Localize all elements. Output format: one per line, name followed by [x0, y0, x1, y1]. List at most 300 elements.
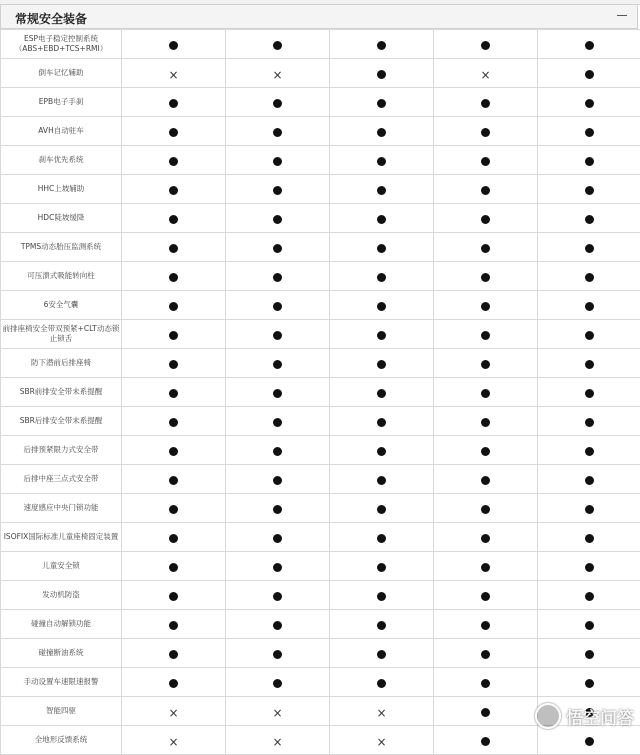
standard-dot-icon — [481, 389, 490, 398]
section-header[interactable] — [0, 4, 638, 29]
feature-value-cell — [226, 465, 330, 494]
table-row — [1, 88, 640, 117]
feature-value-cell — [330, 523, 434, 552]
standard-dot-icon — [377, 70, 386, 79]
standard-dot-icon — [169, 592, 178, 601]
feature-value-cell — [538, 581, 640, 610]
feature-value-cell — [538, 233, 640, 262]
standard-dot-icon — [585, 708, 594, 717]
standard-dot-icon — [273, 41, 282, 50]
feature-value-cell — [122, 204, 226, 233]
feature-value-cell — [538, 552, 640, 581]
feature-name: HDC陡坡缓降 — [1, 204, 122, 233]
standard-dot-icon — [377, 650, 386, 659]
feature-value-cell — [434, 697, 538, 726]
standard-dot-icon — [377, 128, 386, 137]
not-available-cross-icon: × — [272, 69, 282, 81]
standard-dot-icon — [481, 679, 490, 688]
not-available-cross-icon: × — [376, 707, 386, 719]
feature-value-cell — [330, 726, 434, 755]
feature-value-cell — [330, 30, 434, 59]
standard-dot-icon — [377, 592, 386, 601]
standard-dot-icon — [273, 650, 282, 659]
feature-value-cell — [122, 117, 226, 146]
feature-value-cell — [330, 88, 434, 117]
feature-value-cell — [330, 494, 434, 523]
feature-value-cell — [226, 233, 330, 262]
feature-value-cell — [122, 668, 226, 697]
standard-dot-icon — [481, 505, 490, 514]
standard-dot-icon — [169, 534, 178, 543]
feature-value-cell — [122, 639, 226, 668]
feature-value-cell — [538, 291, 640, 320]
standard-dot-icon — [273, 157, 282, 166]
feature-name: SBR前排安全带未系提醒 — [1, 378, 122, 407]
feature-value-cell — [226, 349, 330, 378]
table-row — [1, 204, 640, 233]
table-row — [1, 726, 640, 755]
feature-value-cell — [226, 639, 330, 668]
feature-value-cell — [226, 726, 330, 755]
standard-dot-icon — [273, 389, 282, 398]
table-row — [1, 610, 640, 639]
standard-dot-icon — [273, 302, 282, 311]
standard-dot-icon — [585, 157, 594, 166]
table-row — [1, 175, 640, 204]
standard-dot-icon — [169, 621, 178, 630]
standard-dot-icon — [273, 447, 282, 456]
table-row — [1, 291, 640, 320]
feature-value-cell — [122, 30, 226, 59]
feature-name: 倒车记忆辅助 — [1, 59, 122, 88]
section-title: 常规安全装备 — [15, 10, 87, 27]
feature-value-cell — [330, 146, 434, 175]
feature-value-cell — [122, 175, 226, 204]
feature-value-cell — [122, 436, 226, 465]
standard-dot-icon — [169, 41, 178, 50]
feature-value-cell — [434, 233, 538, 262]
standard-dot-icon — [377, 476, 386, 485]
feature-value-cell — [226, 59, 330, 88]
standard-dot-icon — [585, 70, 594, 79]
not-available-cross-icon: × — [272, 736, 282, 748]
feature-value-cell — [330, 610, 434, 639]
standard-dot-icon — [273, 360, 282, 369]
feature-value-cell — [330, 378, 434, 407]
feature-value-cell — [330, 349, 434, 378]
table-row — [1, 668, 640, 697]
feature-value-cell — [122, 262, 226, 291]
standard-dot-icon — [169, 563, 178, 572]
standard-dot-icon — [585, 186, 594, 195]
table-row — [1, 59, 640, 88]
standard-dot-icon — [169, 650, 178, 659]
standard-dot-icon — [169, 244, 178, 253]
standard-dot-icon — [481, 737, 490, 746]
feature-value-cell — [538, 175, 640, 204]
feature-name: ISOFIX国际标准儿童座椅固定装置 — [1, 523, 122, 552]
standard-dot-icon — [585, 679, 594, 688]
not-available-cross-icon: × — [168, 69, 178, 81]
feature-name: HHC上坡辅助 — [1, 175, 122, 204]
feature-value-cell — [226, 581, 330, 610]
standard-dot-icon — [377, 215, 386, 224]
table-row — [1, 378, 640, 407]
feature-value-cell — [538, 697, 640, 726]
feature-name: SBR后排安全带未系提醒 — [1, 407, 122, 436]
feature-value-cell — [122, 523, 226, 552]
standard-dot-icon — [481, 128, 490, 137]
feature-value-cell — [538, 30, 640, 59]
table-row — [1, 146, 640, 175]
standard-dot-icon — [169, 389, 178, 398]
standard-dot-icon — [169, 186, 178, 195]
feature-value-cell — [434, 204, 538, 233]
standard-dot-icon — [585, 360, 594, 369]
table-row — [1, 523, 640, 552]
standard-dot-icon — [585, 244, 594, 253]
feature-value-cell — [226, 291, 330, 320]
standard-dot-icon — [481, 244, 490, 253]
feature-value-cell — [226, 88, 330, 117]
feature-value-cell — [330, 581, 434, 610]
feature-value-cell — [538, 262, 640, 291]
feature-value-cell — [538, 146, 640, 175]
standard-dot-icon — [585, 215, 594, 224]
feature-value-cell — [434, 494, 538, 523]
feature-name: 全地形反馈系统 — [1, 726, 122, 755]
feature-value-cell — [226, 552, 330, 581]
not-available-cross-icon: × — [376, 736, 386, 748]
standard-dot-icon — [169, 302, 178, 311]
feature-value-cell — [434, 30, 538, 59]
feature-value-cell — [434, 523, 538, 552]
not-available-cross-icon: × — [168, 707, 178, 719]
standard-dot-icon — [377, 360, 386, 369]
standard-dot-icon — [377, 41, 386, 50]
standard-dot-icon — [481, 650, 490, 659]
standard-dot-icon — [169, 476, 178, 485]
feature-name: AVH自动驻车 — [1, 117, 122, 146]
feature-value-cell — [538, 465, 640, 494]
standard-dot-icon — [377, 447, 386, 456]
feature-value-cell — [122, 320, 226, 349]
standard-dot-icon — [481, 447, 490, 456]
standard-dot-icon — [377, 99, 386, 108]
table-row — [1, 320, 640, 349]
table-row — [1, 581, 640, 610]
feature-value-cell — [538, 436, 640, 465]
feature-value-cell — [434, 59, 538, 88]
standard-dot-icon — [481, 302, 490, 311]
feature-value-cell — [434, 436, 538, 465]
feature-value-cell — [122, 581, 226, 610]
table-row — [1, 262, 640, 291]
feature-value-cell — [226, 436, 330, 465]
standard-dot-icon — [585, 534, 594, 543]
feature-value-cell — [226, 320, 330, 349]
feature-value-cell — [330, 407, 434, 436]
standard-dot-icon — [169, 273, 178, 282]
standard-dot-icon — [377, 621, 386, 630]
feature-value-cell — [538, 494, 640, 523]
feature-value-cell — [226, 204, 330, 233]
feature-value-cell — [434, 146, 538, 175]
feature-value-cell — [122, 552, 226, 581]
table-row — [1, 639, 640, 668]
standard-dot-icon — [481, 41, 490, 50]
standard-dot-icon — [481, 360, 490, 369]
standard-dot-icon — [377, 679, 386, 688]
standard-dot-icon — [481, 157, 490, 166]
standard-dot-icon — [273, 186, 282, 195]
feature-value-cell — [330, 59, 434, 88]
feature-name: 智能四驱 — [1, 697, 122, 726]
standard-dot-icon — [169, 418, 178, 427]
feature-value-cell — [122, 494, 226, 523]
feature-name: 儿童安全锁 — [1, 552, 122, 581]
feature-value-cell — [434, 465, 538, 494]
feature-value-cell — [122, 59, 226, 88]
standard-dot-icon — [169, 215, 178, 224]
feature-value-cell — [226, 494, 330, 523]
feature-value-cell — [330, 320, 434, 349]
feature-value-cell — [226, 697, 330, 726]
feature-value-cell — [226, 146, 330, 175]
feature-value-cell — [434, 668, 538, 697]
standard-dot-icon — [585, 99, 594, 108]
standard-dot-icon — [377, 563, 386, 572]
feature-name: 手动设置车速限速报警 — [1, 668, 122, 697]
standard-dot-icon — [273, 592, 282, 601]
feature-name: 6安全气囊 — [1, 291, 122, 320]
standard-dot-icon — [585, 418, 594, 427]
not-available-cross-icon: × — [272, 707, 282, 719]
standard-dot-icon — [481, 708, 490, 717]
standard-dot-icon — [273, 679, 282, 688]
feature-value-cell — [434, 610, 538, 639]
standard-dot-icon — [273, 621, 282, 630]
feature-value-cell — [226, 175, 330, 204]
standard-dot-icon — [273, 563, 282, 572]
table-row — [1, 407, 640, 436]
feature-value-cell — [538, 349, 640, 378]
not-available-cross-icon: × — [480, 69, 490, 81]
feature-value-cell — [122, 378, 226, 407]
standard-dot-icon — [169, 447, 178, 456]
standard-dot-icon — [377, 534, 386, 543]
feature-value-cell — [434, 117, 538, 146]
table-row — [1, 117, 640, 146]
standard-dot-icon — [481, 186, 490, 195]
feature-value-cell — [122, 88, 226, 117]
feature-value-cell — [122, 349, 226, 378]
standard-dot-icon — [273, 128, 282, 137]
feature-value-cell — [538, 59, 640, 88]
feature-value-cell — [330, 233, 434, 262]
table-row — [1, 552, 640, 581]
standard-dot-icon — [585, 41, 594, 50]
standard-dot-icon — [481, 331, 490, 340]
watermark-text: 悟空问答 — [566, 704, 634, 729]
feature-value-cell — [122, 465, 226, 494]
standard-dot-icon — [585, 331, 594, 340]
standard-dot-icon — [169, 331, 178, 340]
standard-dot-icon — [377, 186, 386, 195]
standard-dot-icon — [481, 476, 490, 485]
feature-value-cell — [434, 175, 538, 204]
standard-dot-icon — [585, 621, 594, 630]
feature-value-cell — [434, 581, 538, 610]
standard-dot-icon — [377, 505, 386, 514]
not-available-cross-icon: × — [168, 736, 178, 748]
feature-value-cell — [434, 378, 538, 407]
standard-dot-icon — [585, 650, 594, 659]
standard-dot-icon — [273, 244, 282, 253]
feature-value-cell — [122, 610, 226, 639]
standard-dot-icon — [273, 505, 282, 514]
feature-value-cell — [226, 378, 330, 407]
standard-dot-icon — [481, 534, 490, 543]
standard-dot-icon — [169, 128, 178, 137]
standard-dot-icon — [377, 389, 386, 398]
feature-value-cell — [538, 407, 640, 436]
standard-dot-icon — [377, 331, 386, 340]
standard-dot-icon — [273, 215, 282, 224]
feature-name: 发动机防盗 — [1, 581, 122, 610]
table-row — [1, 30, 640, 59]
feature-name: 速度感应中央门锁功能 — [1, 494, 122, 523]
standard-dot-icon — [273, 534, 282, 543]
feature-value-cell — [330, 117, 434, 146]
feature-value-cell — [122, 291, 226, 320]
feature-value-cell — [538, 610, 640, 639]
standard-dot-icon — [585, 273, 594, 282]
feature-value-cell — [434, 407, 538, 436]
standard-dot-icon — [273, 273, 282, 282]
standard-dot-icon — [481, 592, 490, 601]
standard-dot-icon — [169, 157, 178, 166]
feature-name: 防下潜前后排座椅 — [1, 349, 122, 378]
standard-dot-icon — [169, 679, 178, 688]
standard-dot-icon — [481, 418, 490, 427]
standard-dot-icon — [273, 476, 282, 485]
feature-value-cell — [226, 117, 330, 146]
feature-name: ESP电子稳定控制系统（ABS+EBD+TCS+RMI） — [1, 30, 122, 59]
table-row — [1, 233, 640, 262]
feature-value-cell — [122, 233, 226, 262]
feature-value-cell — [330, 262, 434, 291]
standard-dot-icon — [169, 360, 178, 369]
standard-dot-icon — [585, 737, 594, 746]
feature-value-cell — [226, 407, 330, 436]
feature-value-cell — [538, 668, 640, 697]
feature-value-cell — [538, 639, 640, 668]
feature-value-cell — [434, 552, 538, 581]
feature-value-cell — [538, 88, 640, 117]
table-row — [1, 697, 640, 726]
feature-value-cell — [122, 697, 226, 726]
feature-value-cell — [538, 117, 640, 146]
feature-name: 前排座椅安全带双预紧+CLT动态锁止锁舌 — [1, 320, 122, 349]
feature-value-cell — [330, 436, 434, 465]
feature-value-cell — [538, 523, 640, 552]
feature-value-cell — [226, 610, 330, 639]
feature-value-cell — [434, 726, 538, 755]
standard-dot-icon — [585, 447, 594, 456]
feature-name: TPMS动态胎压监测系统 — [1, 233, 122, 262]
feature-name: 碰撞自动解锁功能 — [1, 610, 122, 639]
standard-dot-icon — [481, 273, 490, 282]
standard-dot-icon — [377, 244, 386, 253]
feature-value-cell — [122, 407, 226, 436]
standard-dot-icon — [481, 99, 490, 108]
feature-value-cell — [122, 726, 226, 755]
feature-name: EPB电子手刹 — [1, 88, 122, 117]
standard-dot-icon — [377, 418, 386, 427]
feature-value-cell — [330, 465, 434, 494]
feature-value-cell — [122, 146, 226, 175]
feature-name: 碰撞断油系统 — [1, 639, 122, 668]
standard-dot-icon — [169, 505, 178, 514]
standard-dot-icon — [585, 128, 594, 137]
feature-value-cell — [538, 726, 640, 755]
feature-value-cell — [434, 291, 538, 320]
feature-name: 刹车优先系统 — [1, 146, 122, 175]
table-row — [1, 494, 640, 523]
feature-value-cell — [330, 552, 434, 581]
feature-value-cell — [330, 204, 434, 233]
standard-dot-icon — [481, 621, 490, 630]
feature-name: 后排预紧限力式安全带 — [1, 436, 122, 465]
feature-value-cell — [434, 320, 538, 349]
standard-dot-icon — [377, 157, 386, 166]
standard-dot-icon — [169, 99, 178, 108]
feature-value-cell — [330, 291, 434, 320]
feature-value-cell — [434, 88, 538, 117]
standard-dot-icon — [273, 331, 282, 340]
feature-value-cell — [226, 523, 330, 552]
feature-value-cell — [330, 639, 434, 668]
feature-value-cell — [226, 30, 330, 59]
standard-dot-icon — [273, 418, 282, 427]
standard-dot-icon — [585, 505, 594, 514]
standard-dot-icon — [585, 389, 594, 398]
standard-dot-icon — [585, 563, 594, 572]
feature-value-cell — [434, 349, 538, 378]
table-row — [1, 465, 640, 494]
feature-value-cell — [538, 320, 640, 349]
standard-dot-icon — [481, 563, 490, 572]
feature-value-cell — [538, 378, 640, 407]
feature-value-cell — [538, 204, 640, 233]
standard-dot-icon — [585, 302, 594, 311]
standard-dot-icon — [585, 592, 594, 601]
table-row — [1, 436, 640, 465]
feature-value-cell — [226, 262, 330, 291]
standard-dot-icon — [585, 476, 594, 485]
feature-value-cell — [434, 639, 538, 668]
table-row — [1, 349, 640, 378]
feature-value-cell — [330, 668, 434, 697]
standard-dot-icon — [481, 215, 490, 224]
standard-dot-icon — [273, 99, 282, 108]
feature-name: 可压溃式吸能转向柱 — [1, 262, 122, 291]
feature-name: 后排中座三点式安全带 — [1, 465, 122, 494]
feature-value-cell — [226, 668, 330, 697]
standard-dot-icon — [377, 273, 386, 282]
collapse-minus-icon[interactable] — [617, 15, 627, 16]
